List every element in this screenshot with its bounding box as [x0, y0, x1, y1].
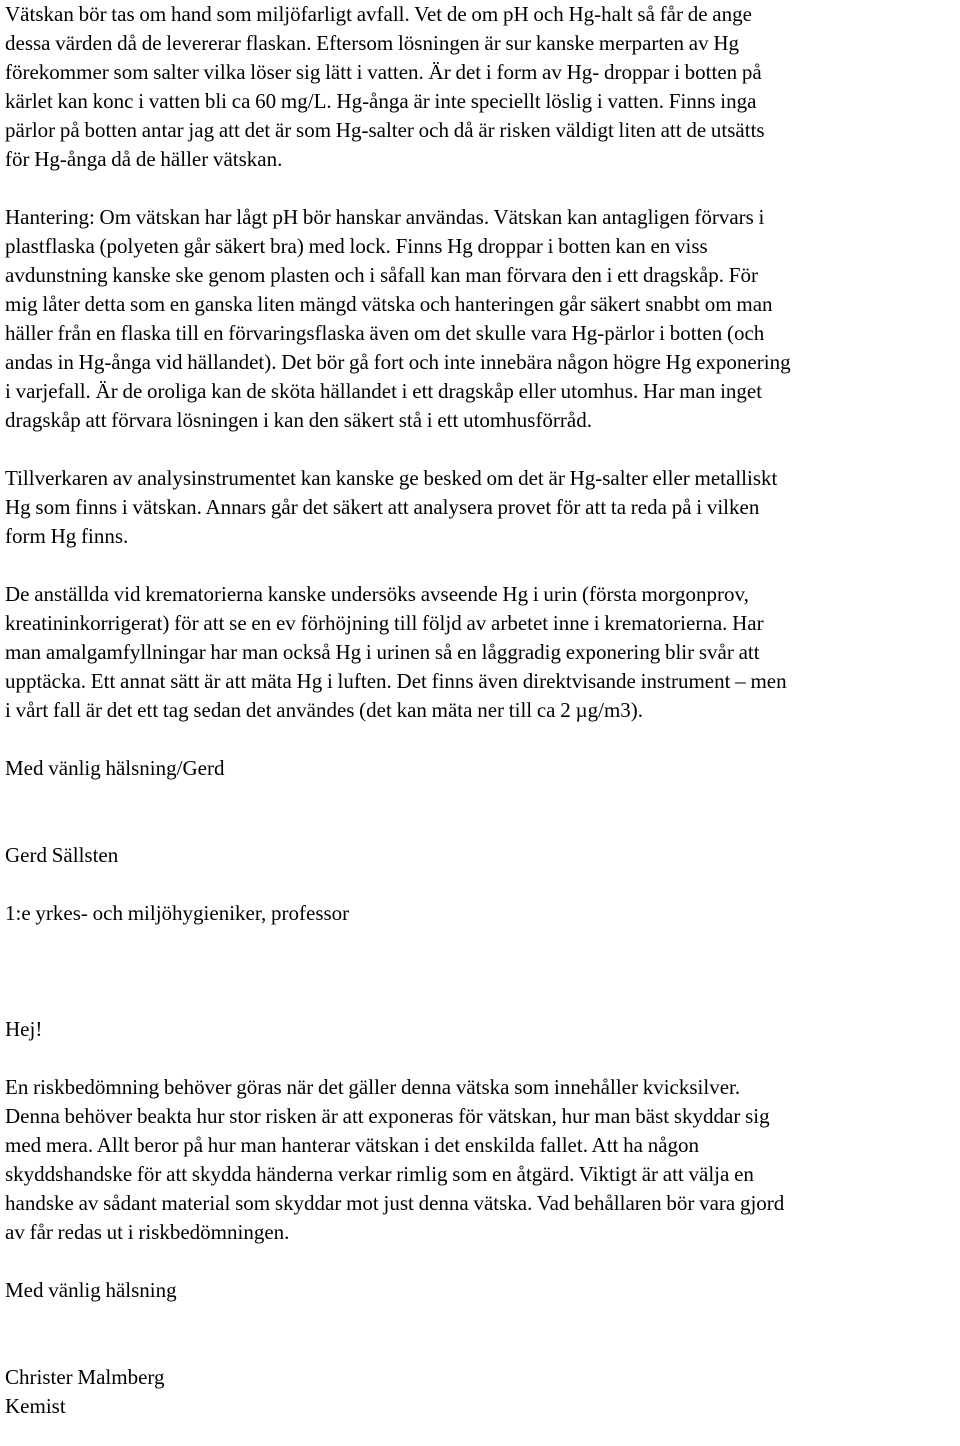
paragraph-employees: De anställda vid krematorierna kanske undersöks avseende Hg i urin (första morgonprov, kreatininkorrigerat) för att se en ev förhöjning till följd av arbetet inne i krematorierna. Har man amalgamfyllningar har man också Hg i urinen så en låggradig exponering blir svår att upptäcka. Ett annat sätt är att mäta Hg i luften. Det finns även direktvisande instrument – men i vårt fall är det ett tag sedan det användes (det kan mäta ner till ca 2 µg/m3).: [5, 582, 787, 722]
closing-gerd: Med vänlig hälsning/Gerd: [5, 756, 225, 780]
paragraph-disposal: Vätskan bör tas om hand som miljöfarligt avfall. Vet de om pH och Hg-halt så får de ange dessa värden då de levererar flaskan. Eftersom lösningen är sur kanske merparten av Hg förekommer som salter vilka löser sig lätt i vatten. Är det i form av Hg- droppar i botten på kärlet kan konc i vatten bli ca 60 mg/L. Hg-ånga är inte speciellt löslig i vatten. Finns inga pärlor på botten antar jag att det är som Hg-salter och då är risken väldigt liten att de utsätts för Hg-ånga då de häller vätskan.: [5, 2, 765, 171]
signature-title-gerd: 1:e yrkes- och miljöhygieniker, professor: [5, 901, 350, 925]
signature-name-gerd: Gerd Sällsten: [5, 843, 119, 867]
closing-christer: Med vänlig hälsning: [5, 1278, 177, 1302]
paragraph-risk-assessment: En riskbedömning behöver göras när det gäller denna vätska som innehåller kvicksilver. Denna behöver beakta hur stor risken är att exponeras för vätskan, hur man bäst skyddar sig med mera. Allt beror på hur man hanterar vätskan i det enskilda fallet. Att ha någon skyddshandske för att skydda händerna verkar rimlig som en åtgärd. Viktigt är att välja en handske av sådant material som skyddar mot just denna vätska. Vad behållaren bör vara gjord av får redas ut i riskbedömningen.: [5, 1075, 785, 1244]
paragraph-handling: Hantering: Om vätskan har lågt pH bör hanskar användas. Vätskan kan antagligen förvars i plastflaska (polyeten går säkert bra) med lock. Finns Hg droppar i botten kan en viss avdunstning kanske ske genom plasten och i såfall kan man förvara den i ett dragskåp. För mig låter detta som en ganska liten mängd vätska och hanteringen går säkert snabbt om man häller från en flaska till en förvaringsflaska även om det skulle vara Hg-pärlor i botten (och andas in Hg-ånga vid hällandet). Det bör gå fort och inte innebära någon högre Hg exponering i varjefall. Är de oroliga kan de sköta hällandet i ett dragskåp eller utomhus. Har man inget dragskåp att förvara lösningen i kan den säkert stå i ett utomhusförråd.: [5, 205, 791, 432]
signature-name-christer: Christer Malmberg: [5, 1365, 165, 1389]
document-page: [5, 0, 959, 1421]
paragraph-manufacturer: Tillverkaren av analysinstrumentet kan kanske ge besked om det är Hg-salter eller metalliskt Hg som finns i vätskan. Annars går det säkert att analysera provet för att ta reda på i vilken form Hg finns.: [5, 466, 778, 548]
signature-title-christer: Kemist: [5, 1394, 66, 1418]
greeting: Hej!: [5, 1017, 43, 1041]
